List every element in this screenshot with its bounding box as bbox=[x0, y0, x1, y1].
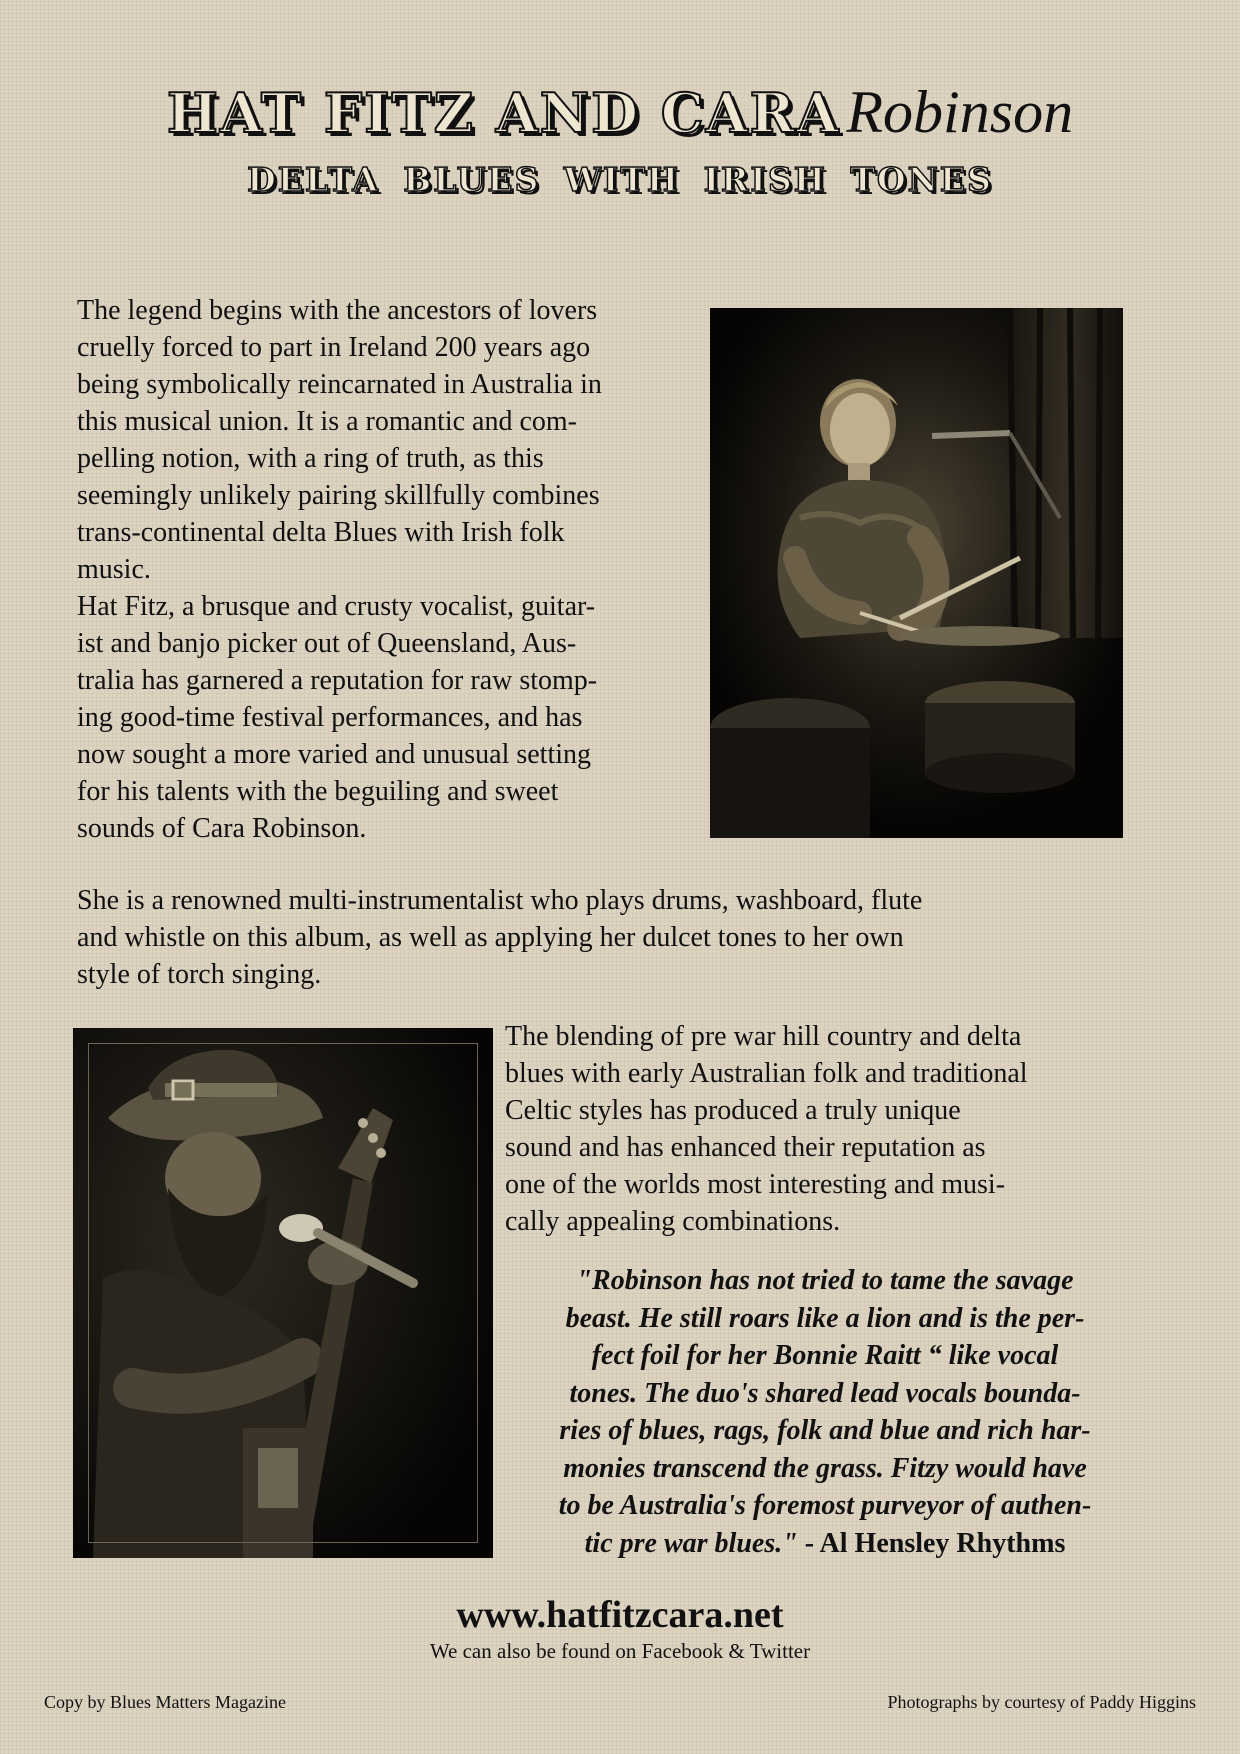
copy-credit: Copy by Blues Matters Magazine bbox=[44, 1692, 286, 1712]
paragraph-3-line: The blending of pre war hill country and delta bbox=[505, 1021, 1022, 1052]
social-note: We can also be found on Facebook & Twitter bbox=[429, 1639, 811, 1663]
paragraph-3-line: Celtic styles has produced a truly unique bbox=[505, 1095, 961, 1126]
article-paragraph-3 bbox=[505, 1018, 1145, 1240]
title-main: HAT FITZ AND CARA bbox=[166, 81, 841, 145]
paragraph-1-line: The legend begins with the ancestors of lovers bbox=[77, 295, 598, 326]
review-quote bbox=[500, 1262, 1150, 1562]
title-script: Robinson bbox=[846, 79, 1074, 145]
paragraph-1-line: being symbolically reincarnated in Australia in bbox=[77, 369, 602, 400]
paragraph-1-line: Hat Fitz, a brusque and crusty vocalist, guitar- bbox=[77, 591, 596, 622]
photo-hat-fitz-guitar bbox=[73, 1028, 493, 1558]
quote-text bbox=[559, 1265, 1092, 1559]
paragraph-1-line: tralia has garnered a reputation for raw stomp- bbox=[77, 665, 598, 696]
paragraph-1-line: this musical union. It is a romantic and com- bbox=[77, 406, 578, 437]
quote-line: to be Australia's foremost purveyor of authen- bbox=[558, 1490, 1092, 1521]
paragraph-3-line: blues with early Australian folk and traditional bbox=[505, 1058, 1028, 1089]
paragraph-3-line: sound and has enhanced their reputation as bbox=[505, 1132, 986, 1163]
quote-attribution: - Al Hensley Rhythms bbox=[797, 1527, 1066, 1559]
quote-line: beast. He still roars like a lion and is the per- bbox=[565, 1302, 1085, 1334]
paragraph-1-text bbox=[77, 292, 705, 847]
paragraph-1-line: sounds of Cara Robinson. bbox=[77, 813, 367, 844]
article-paragraph-2 bbox=[77, 882, 1097, 993]
title bbox=[0, 78, 1240, 158]
cara-photo-image bbox=[710, 308, 1123, 838]
paragraph-2-line: She is a renowned multi-instrumentalist who plays drums, washboard, flute bbox=[77, 885, 923, 916]
paragraph-1-line: music. bbox=[77, 554, 151, 585]
quote-line: tic pre war blues." bbox=[584, 1527, 798, 1559]
paragraph-1-line: ing good-time festival performances, and has bbox=[77, 702, 583, 733]
paragraph-1-line: for his talents with the beguiling and sweet bbox=[77, 776, 559, 807]
quote-line: "Robinson has not tried to tame the savage bbox=[576, 1265, 1074, 1296]
article-paragraph-1 bbox=[77, 292, 705, 847]
photo-cara-robinson-drums bbox=[710, 308, 1123, 838]
website-link[interactable]: www.hatfitzcara.net bbox=[456, 1594, 784, 1636]
paragraph-1-line: pelling notion, with a ring of truth, as this bbox=[77, 443, 544, 474]
paragraph-3-line: cally appealing combinations. bbox=[505, 1206, 841, 1237]
paragraph-1-line: ist and banjo picker out of Queensland, Aus- bbox=[77, 628, 577, 659]
photo-credit: Photographs by courtesy of Paddy Higgins bbox=[887, 1692, 1196, 1712]
quote-line: tones. The duo's shared lead vocals bounda- bbox=[569, 1377, 1081, 1409]
paragraph-1-line: seemingly unlikely pairing skillfully combines bbox=[77, 480, 600, 511]
paragraph-3-text bbox=[505, 1018, 1145, 1240]
photo-frame bbox=[88, 1043, 478, 1543]
paragraph-1-line: now sought a more varied and unusual setting bbox=[77, 739, 592, 770]
paragraph-1-line: trans-continental delta Blues with Irish folk bbox=[77, 517, 565, 548]
subtitle: DELTA BLUES WITH IRISH TONES bbox=[247, 160, 993, 199]
paragraph-2-text bbox=[77, 882, 1097, 993]
paragraph-2-line: style of torch singing. bbox=[77, 959, 322, 990]
quote-line: monies transcend the grass. Fitzy would have bbox=[563, 1452, 1087, 1484]
quote-line: ries of blues, rags, folk and blue and rich har- bbox=[559, 1415, 1091, 1446]
paragraph-2-line: and whistle on this album, as well as applying her dulcet tones to her own bbox=[77, 922, 904, 953]
quote-line: fect foil for her Bonnie Raitt “ like vocal bbox=[591, 1340, 1059, 1371]
paragraph-1-line: cruelly forced to part in Ireland 200 years ago bbox=[77, 332, 591, 363]
paragraph-3-line: one of the worlds most interesting and musi- bbox=[505, 1169, 1006, 1200]
